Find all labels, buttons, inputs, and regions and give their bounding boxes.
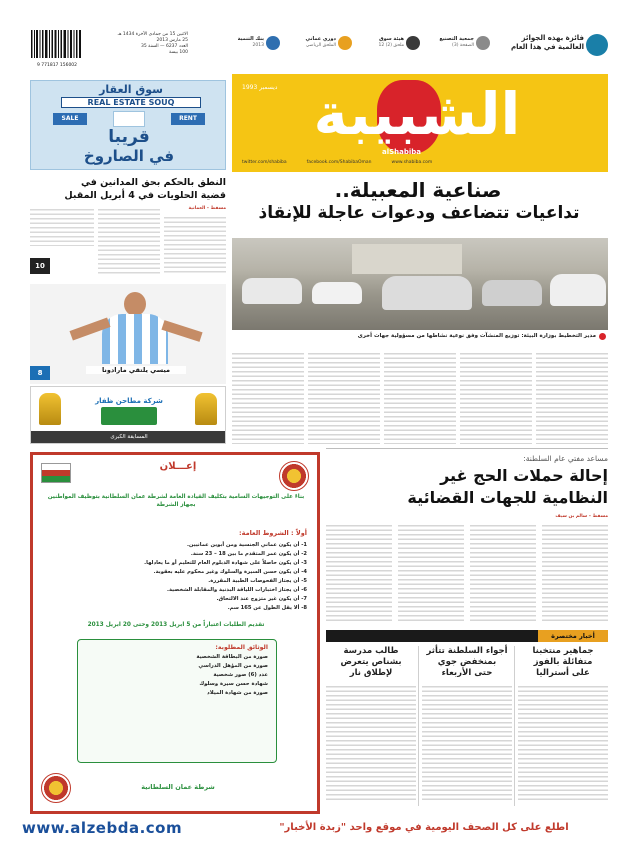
teaser-4-sub: الصفحة (3)	[452, 43, 474, 48]
photo-building	[352, 244, 462, 274]
teaser-1-sub: 2013	[252, 43, 264, 48]
player-head	[124, 292, 146, 316]
teaser-2-sub: الملحق الرياضي	[305, 43, 336, 48]
hajj-title-1: إحالة حملات الحج غير	[440, 466, 608, 485]
flag-icon-top	[41, 463, 71, 483]
ad-brand-en: REAL ESTATE SOUQ	[61, 97, 201, 108]
akhbar-item-2-body	[422, 683, 512, 801]
main-headline[interactable]	[232, 178, 608, 234]
condition-4: 4- أن يكون حسن السيرة والسلوك وغير محكوم عليه بعقوبة.	[153, 569, 307, 575]
footer-slogan: اطلع على كل الصحف اليومية في موقع واحد "زبدة الأخبار"	[279, 822, 569, 833]
notice-intro: بناءً على التوجيهات السامية بتكليف القيادة العامة لشرطة عمان السلطانية بتوظيف المواطنين بجهاز الشرطة	[47, 494, 305, 508]
left-story-title-2: قضية الحلويات في 4 أبريل المقبل	[64, 190, 226, 201]
notice-heading: إعـــلان	[159, 461, 197, 472]
ad-building-icon	[113, 111, 145, 127]
body-col-5	[232, 350, 304, 444]
police-emblem-bottom-icon	[41, 773, 71, 803]
condition-8: 8- ألا يقل الطول عن 165 سم.	[227, 605, 307, 611]
story-body-columns	[232, 344, 608, 446]
mini-ad-strip: المسابقة الكبرى	[31, 431, 226, 443]
date-block	[108, 32, 188, 56]
real-estate-ad[interactable]	[30, 80, 226, 170]
akhbar-item-3-body	[326, 683, 416, 801]
masthead-logo-latin: alShabiba	[382, 148, 422, 156]
left-story-title-1: النطق بالحكم بحق المدانين في	[80, 177, 226, 188]
doc-5: صورة من شهادة الميلاد	[207, 690, 268, 696]
hajj-title-2: النظامية للجهات القضائية	[407, 488, 608, 507]
official-notice[interactable]	[30, 452, 320, 814]
condition-5: 5- أن يجتاز الفحوصات الطبية المقررة.	[208, 578, 307, 584]
akhbar-item-3-line-3: لإطلاق نار	[349, 668, 393, 678]
photo-caption	[232, 332, 608, 342]
photo-car-5	[550, 274, 606, 306]
notice-footer: شرطة عمان السلطانية	[141, 783, 215, 791]
akhbar-section	[326, 630, 608, 810]
issue-number: العدد 6237 — السنة 35	[141, 44, 188, 49]
condition-2: 2- أن يكون عمر المتقدم ما بين 18 – 23 سنة.	[190, 551, 307, 557]
mini-ad-title: شركة مطاحن ظفار	[95, 397, 163, 405]
date-line-hijri: الاثنين 15 من جمادى الآخرة 1434 هـ	[117, 32, 188, 37]
footer-banner	[0, 814, 632, 843]
ad-tab-sale: SALE	[53, 113, 87, 125]
notice-conditions-title: أولاً : الشروط العامة:	[239, 529, 307, 537]
notice-docs-title: الوثائق المطلوبة:	[215, 644, 268, 651]
hajj-body-1	[542, 522, 608, 622]
photo-car-1	[242, 278, 302, 304]
teaser-2[interactable]	[292, 34, 352, 60]
left-story-body-3	[30, 206, 94, 246]
hajj-body-3	[398, 522, 464, 622]
teaser-4[interactable]	[428, 34, 490, 60]
teaser-3-icon	[406, 36, 420, 50]
date-line-gregorian: 25 مارس 2013	[156, 38, 188, 43]
barcode-graphic	[30, 30, 84, 60]
mini-ad[interactable]	[30, 386, 226, 444]
akhbar-item-3-line-1: طالب مدرسة	[343, 646, 399, 656]
left-story-body-2	[98, 206, 160, 274]
top-bar	[30, 30, 608, 78]
teaser-1[interactable]	[228, 34, 280, 60]
ad-soon: قريبا	[108, 127, 150, 147]
akhbar-label: أخبار مختصرة	[538, 630, 608, 642]
trophy-icon-left	[39, 393, 61, 425]
body-col-2	[460, 350, 532, 444]
body-col-1	[536, 350, 608, 444]
teaser-2-title: دوري عماني	[305, 36, 336, 42]
lead-teaser-icon	[586, 34, 608, 56]
facebook-link[interactable]: facebook.com/ShabibaOman	[306, 160, 372, 165]
website-link[interactable]: www.shabiba.com	[391, 160, 433, 165]
headline-photo	[232, 238, 608, 330]
player-shirt	[102, 314, 168, 364]
headline-kicker: صناعية المعبيلة..	[334, 178, 502, 202]
body-col-3	[384, 350, 456, 444]
akhbar-item-1-line-3: على أستراليا	[536, 668, 590, 678]
left-story[interactable]	[30, 176, 226, 280]
masthead-tagline: ديسمبر 1993	[242, 84, 278, 91]
messi-page-badge: 8	[30, 366, 50, 380]
teaser-4-icon	[476, 36, 490, 50]
hajj-body-4	[326, 522, 392, 622]
trophy-icon-right	[195, 393, 217, 425]
left-story-body-1	[164, 214, 226, 274]
barcode-number: 9 771817 156002	[36, 63, 78, 68]
headline-title: تداعيات تتضاعف ودعوات عاجلة للإنقاذ	[258, 203, 580, 223]
teaser-3[interactable]	[364, 34, 420, 60]
caption-bullet-icon	[599, 333, 606, 340]
mini-ad-product	[101, 407, 157, 425]
doc-4: شهادة حسن سيرة وسلوك	[199, 681, 268, 687]
teaser-3-title: هيئة سوق	[379, 36, 404, 42]
left-story-page-badge: 10	[30, 258, 50, 274]
notice-highlight: تقديم الطلبات اعتباراً من 5 ابريل 2013 وحتى 20 ابريل 2013	[87, 622, 265, 628]
hajj-kicker: مساعد مفتي عام السلطنة:	[523, 454, 608, 463]
masthead-links	[242, 160, 598, 168]
photo-car-2	[312, 282, 362, 304]
police-emblem-icon	[279, 461, 309, 491]
masthead-logo: الشبيبة	[313, 80, 521, 148]
price: 100 بيسة	[168, 50, 188, 55]
doc-1: صورة من البطاقة الشخصية	[196, 654, 268, 660]
doc-2: صورة من المؤهل الدراسي	[198, 663, 268, 669]
akhbar-item-3[interactable]	[326, 646, 416, 806]
doc-3: عدد (6) صور شخصية	[213, 672, 268, 678]
messi-feature[interactable]	[30, 284, 226, 384]
barcode	[30, 30, 84, 66]
akhbar-item-2-line-2: بمنخفض جوي	[437, 657, 497, 667]
hajj-body-2	[470, 522, 536, 622]
akhbar-item-1-body	[518, 683, 608, 801]
teaser-3-sub: ملحق (2) 12	[378, 43, 404, 48]
teaser-1-title: بنك التنمية	[237, 36, 264, 42]
akhbar-item-1-line-2: متفائلة بالفوز	[533, 657, 593, 667]
akhbar-item-1[interactable]	[518, 646, 608, 806]
notice-conditions-list	[41, 541, 307, 613]
ad-brand-ar: سوق العقار	[99, 83, 163, 96]
masthead	[232, 74, 608, 172]
messi-caption: ميسي يلتقي مارادونا	[86, 366, 186, 374]
akhbar-item-1-line-1: جماهير منتخبنا	[532, 646, 594, 656]
condition-7: 7- أن يكون غير متزوج عند الالتحاق.	[216, 596, 307, 602]
left-story-byline: مسقط – العمانية	[188, 206, 226, 211]
lead-teaser-text: فائزة بهذه الجوائز العالمية في هذا العام	[510, 34, 584, 51]
ad-tab-rent: RENT	[171, 113, 205, 125]
body-col-4	[308, 350, 380, 444]
twitter-link[interactable]: twitter.com/shabiba	[242, 160, 287, 165]
teaser-2-icon	[338, 36, 352, 50]
condition-6: 6- أن يجتاز اختبارات اللياقة البدنية والمقابلة الشخصية.	[167, 587, 307, 593]
ad-where: في الصاروخ	[83, 147, 175, 165]
akhbar-item-2-line-1: أجواء السلطنة تتأثر	[426, 646, 508, 656]
akhbar-item-2[interactable]	[422, 646, 512, 806]
photo-caption-text: مدير التخطيط بوزارة البيئة: توزيع المنشآت وفق نوعية نشاطها من مسؤولية جهات أخرى	[357, 333, 596, 339]
photo-car-3	[382, 276, 472, 310]
lead-teaser[interactable]	[498, 32, 608, 62]
teaser-1-icon	[266, 36, 280, 50]
footer-site[interactable]: www.alzebda.com	[22, 819, 183, 837]
akhbar-item-2-line-3: حتى الأربعاء	[441, 668, 493, 678]
notice-docs-box	[77, 639, 277, 763]
teaser-4-title: جمعية التصنيع	[439, 36, 474, 42]
condition-1: 1- أن يكون عماني الجنسية ومن أبوين عمانيين.	[186, 542, 307, 548]
hajj-byline: مسقط – سالم بن سيف	[555, 514, 608, 519]
photo-car-4	[482, 280, 542, 306]
condition-3: 3- أن يكون حاصلاً على شهادة الدبلوم العام للتعليم أو ما يعادلها.	[144, 560, 307, 566]
hajj-story[interactable]	[326, 448, 608, 628]
akhbar-item-3-line-2: بشناص يتعرض	[340, 657, 402, 667]
